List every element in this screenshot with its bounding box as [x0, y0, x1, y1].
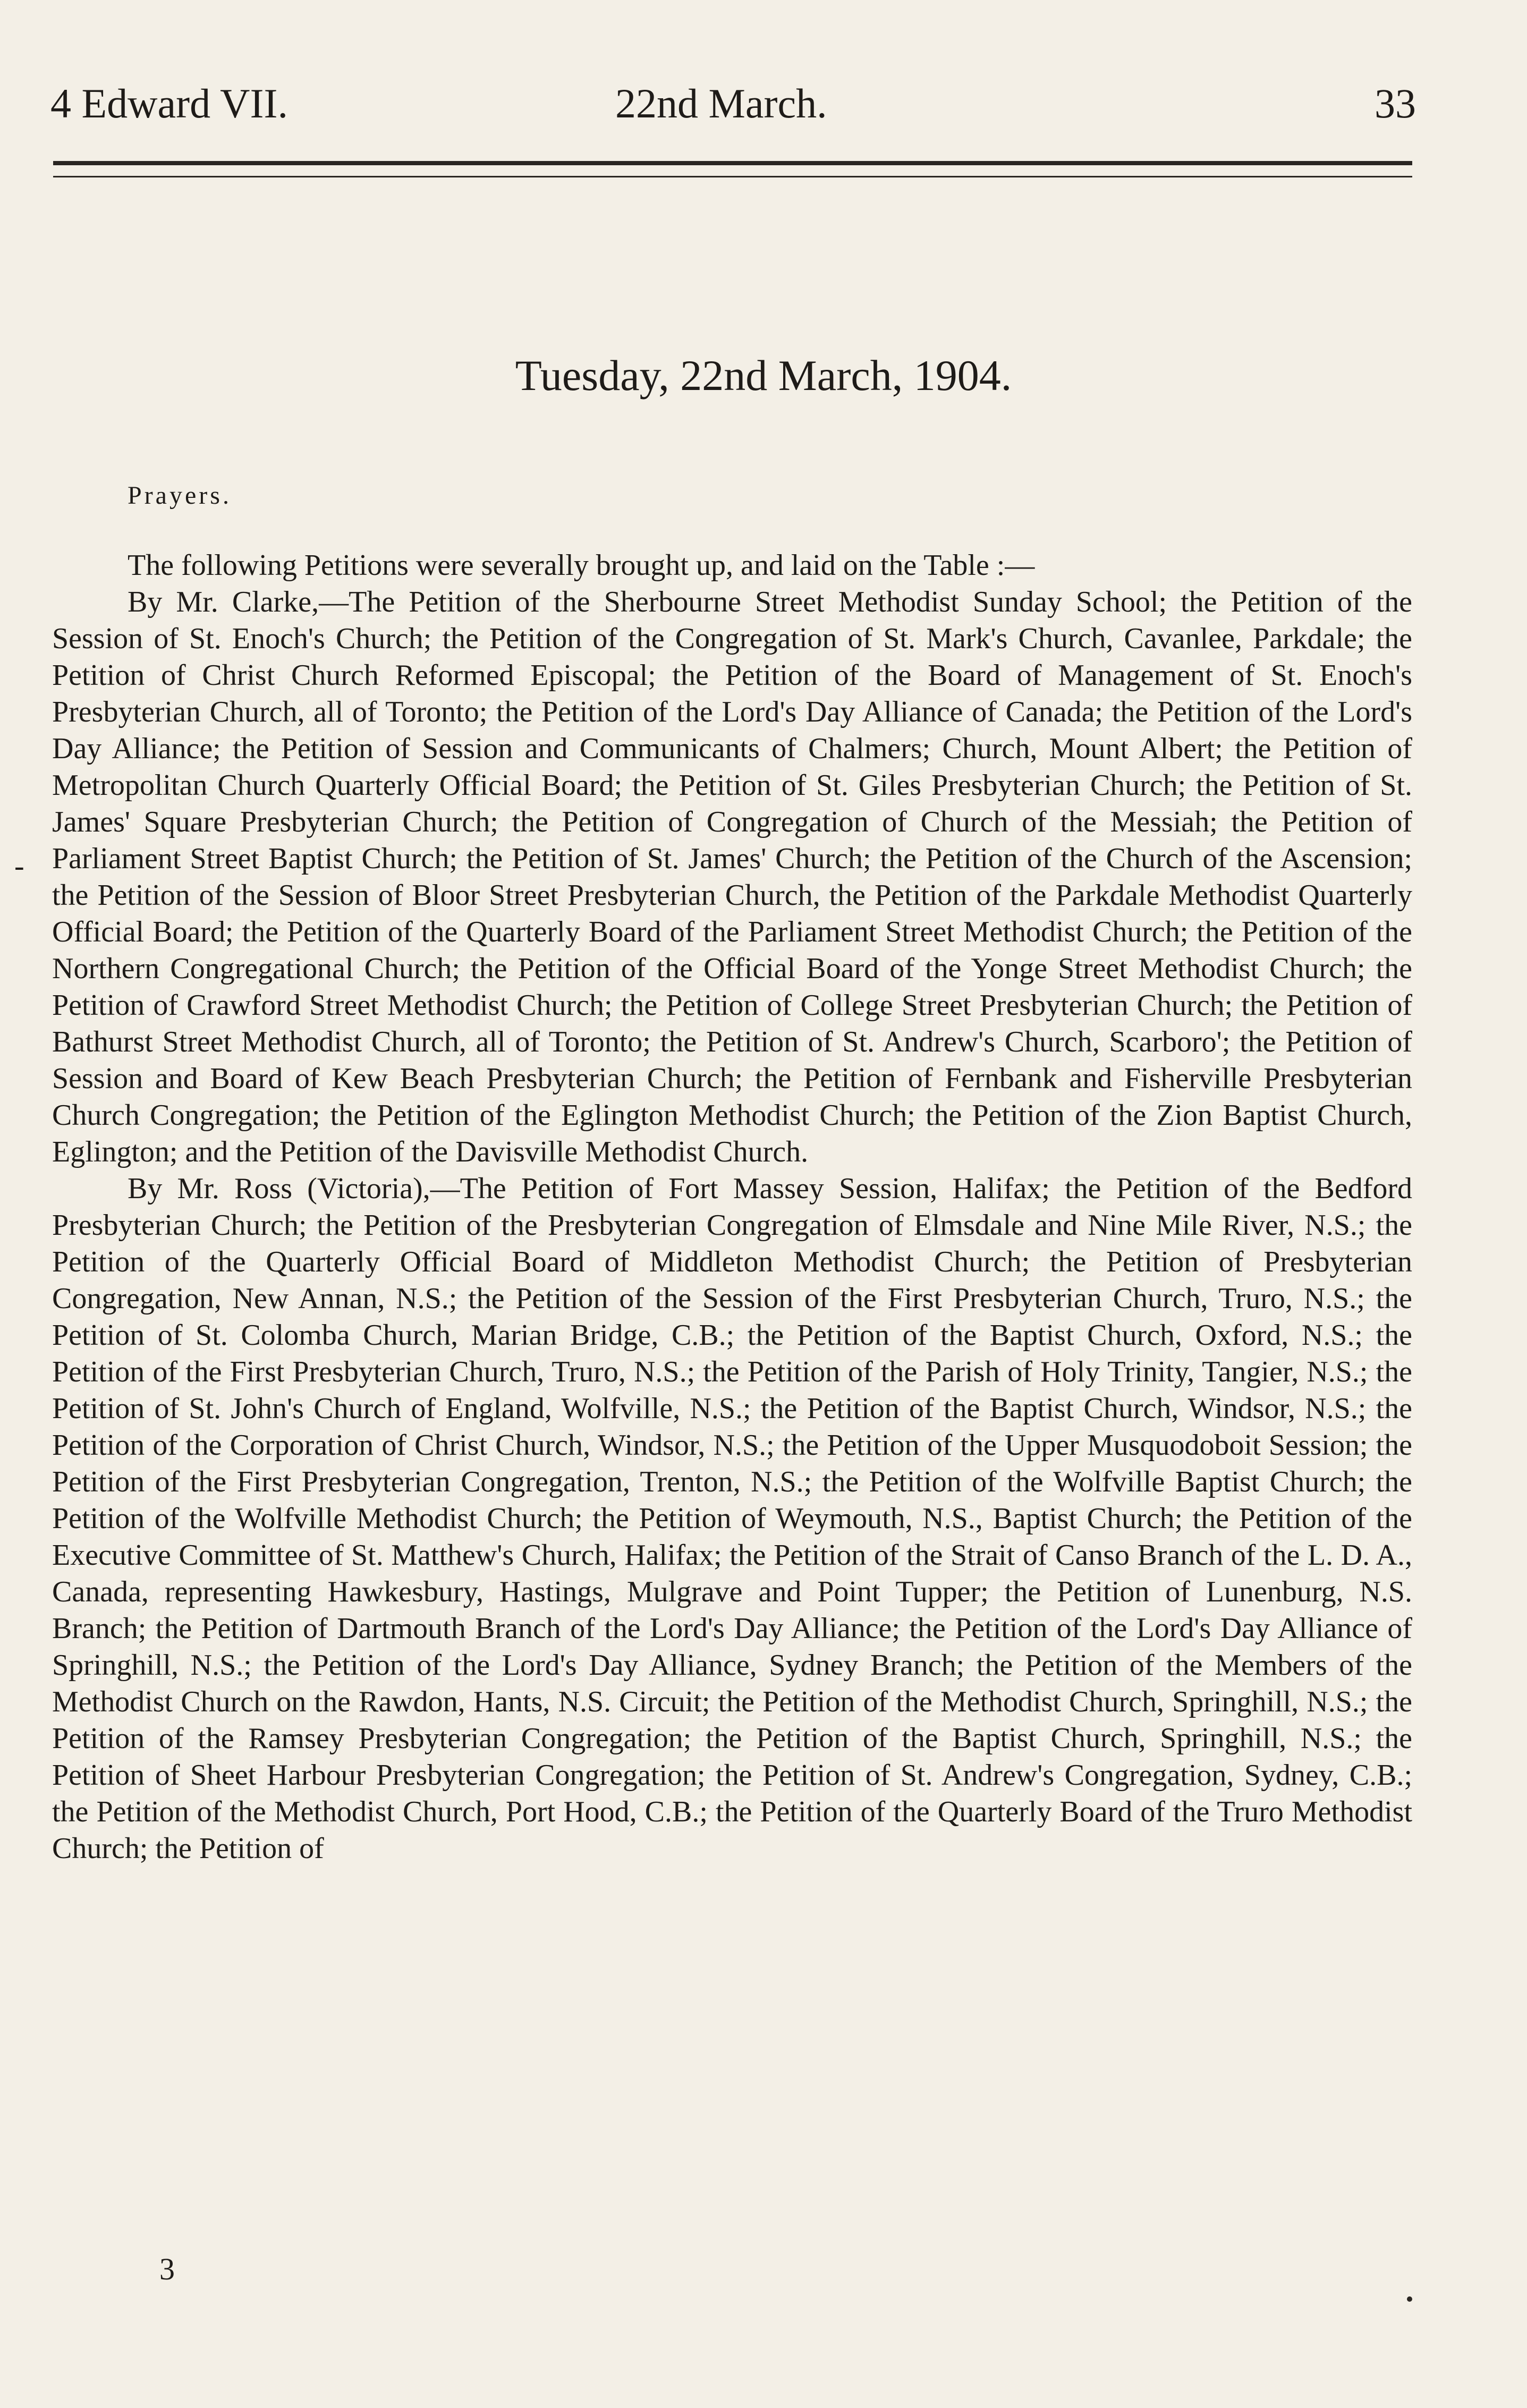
page-title: Tuesday, 22nd March, 1904.	[515, 351, 1012, 400]
margin-mark: -	[14, 850, 24, 883]
page-header	[50, 69, 1416, 133]
header-rule-thick	[53, 161, 1412, 165]
body-text	[52, 547, 1412, 1867]
header-date: 22nd March.	[615, 80, 827, 126]
regnal-year: 4 Edward VII.	[50, 80, 288, 126]
prayers-heading: Prayers.	[128, 481, 232, 510]
ink-dot	[1407, 2296, 1412, 2302]
header-rule-thin	[53, 176, 1412, 177]
page-number: 33	[1375, 80, 1416, 126]
paragraph-intro: The following Petitions were severally brought up, and laid on the Table :—	[128, 549, 1035, 582]
signature-mark: 3	[159, 2252, 175, 2286]
paragraph-clarke: By Mr. Clarke,—The Petition of the Sherbourne Street Methodist Sunday School; the Petition of the Session of St. Enoch's Church; the Petition of the Congregation of St. Mark's Church, Cavanlee, Parkdale; the Petition of Christ Church Reformed Episcopal; the Petition of the Board of Management of St. Enoch's Presbyterian Church, all of Toronto; the Petition of the Lord's Day Alliance of Canada; the Petition of the Lord's Day Alliance; the Petition of Session and Communicants of Chalmers; Church, Mount Albert; the Petition of Metropolitan Church Quarterly Official Board; the Petition of St. Giles Presbyterian Church; the Petition of St. James' Square Presbyterian Church; the Petition of Congregation of Church of the Messiah; the Petition of Parliament Street Baptist Church; the Petition of St. James' Church; the Petition of the Church of the Ascension; the Petition of the Session of Bloor Street Presbyterian Church, the Petition of the Parkdale Methodist Quarterly Official Board; the Petition of the Quarterly Board of the Parliament Street Methodist Church; the Petition of the Northern Congregational Church; the Petition of the Official Board of the Yonge Street Methodist Church; the Petition of Crawford Street Methodist Church; the Petition of College Street Presbyterian Church; the Petition of Bathurst Street Methodist Church, all of Toronto; the Petition of St. Andrew's Church, Scarboro'; the Petition of Session and Board of Kew Beach Presbyterian Church; the Petition of Fernbank and Fisherville Presbyterian Church Congregation; the Petition of the Eglington Methodist Church; the Petition of the Zion Baptist Church, Eglington; and the Petition of the Davisville Methodist Church.	[52, 586, 1412, 1168]
paragraph-ross: By Mr. Ross (Victoria),—The Petition of Fort Massey Session, Halifax; the Petition of the Bedford Presbyterian Church; the Petition of the Presbyterian Congregation of Elmsdale and Nine Mile River, N.S.; the Petition of the Quarterly Official Board of Middleton Methodist Church; the Petition of Presbyterian Congregation, New Annan, N.S.; the Petition of the Session of the First Presbyterian Church, Truro, N.S.; the Petition of St. Colomba Church, Marian Bridge, C.B.; the Petition of the Baptist Church, Oxford, N.S.; the Petition of the First Presbyterian Church, Truro, N.S.; the Petition of the Parish of Holy Trinity, Tangier, N.S.; the Petition of St. John's Church of England, Wolfville, N.S.; the Petition of the Baptist Church, Windsor, N.S.; the Petition of the Corporation of Christ Church, Windsor, N.S.; the Petition of the Upper Musquodoboit Session; the Petition of the First Presbyterian Congregation, Trenton, N.S.; the Petition of the Wolfville Baptist Church; the Petition of the Wolfville Methodist Church; the Petition of Weymouth, N.S., Baptist Church; the Petition of the Executive Committee of St. Matthew's Church, Halifax; the Petition of the Strait of Canso Branch of the L. D. A., Canada, representing Hawkesbury, Hastings, Mulgrave and Point Tupper; the Petition of Lunenburg, N.S. Branch; the Petition of Dartmouth Branch of the Lord's Day Alliance; the Petition of the Lord's Day Alliance of Springhill, N.S.; the Petition of the Lord's Day Alliance, Sydney Branch; the Petition of the Members of the Methodist Church on the Rawdon, Hants, N.S. Circuit; the Petition of the Methodist Church, Springhill, N.S.; the Petition of the Ramsey Presbyterian Congregation; the Petition of the Baptist Church, Springhill, N.S.; the Petition of Sheet Harbour Presbyterian Congregation; the Petition of St. Andrew's Congregation, Sydney, C.B.; the Petition of the Methodist Church, Port Hood, C.B.; the Petition of the Quarterly Board of the Truro Methodist Church; the Petition of	[52, 1172, 1412, 1865]
